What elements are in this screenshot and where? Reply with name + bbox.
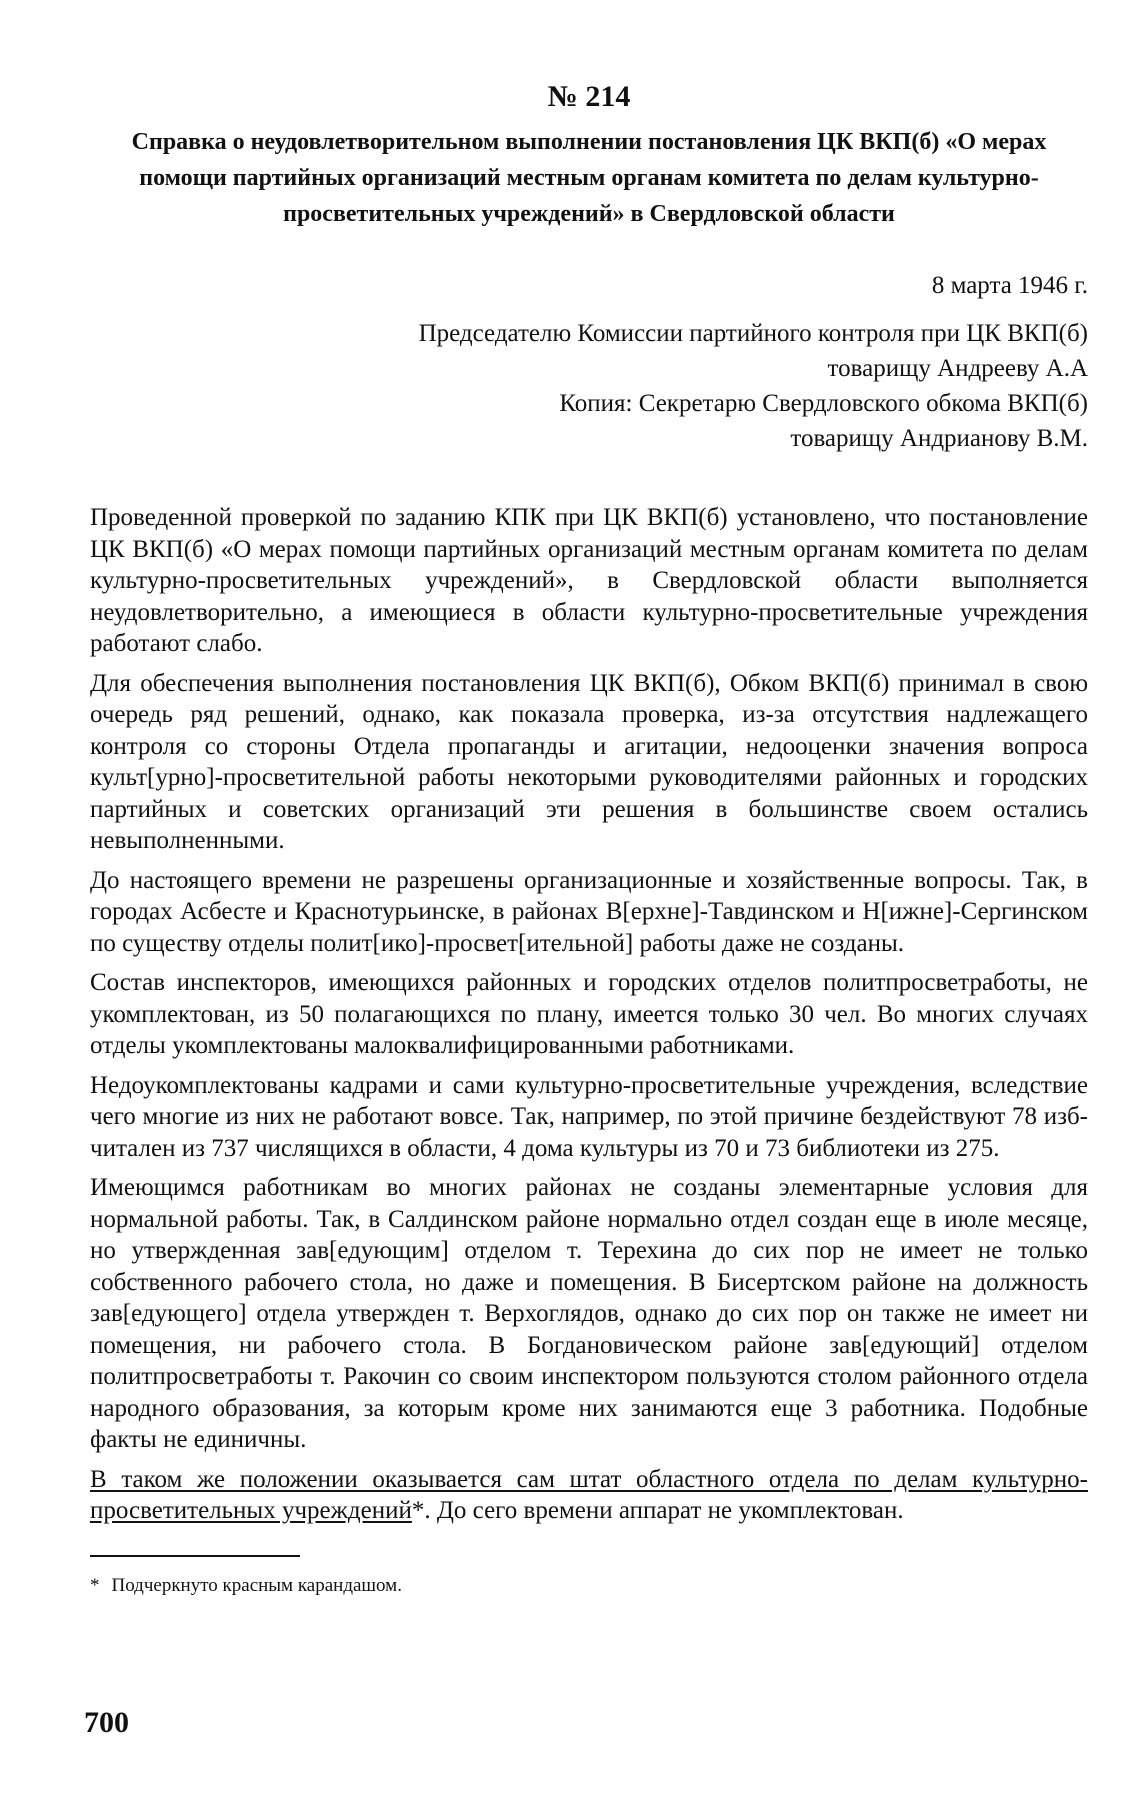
document-page [90, 80, 1088, 1597]
body-paragraph: Для обеспечения выполнения постановления ЦК ВКП(б), Обком ВКП(б) принимал в свою очередь ряд решений, однако, как показала проверка, из-за отсутствия надлежащего контроля со стороны Отдела пропаганды и агитации, недооценки значения вопроса культ[урно]-просветительной работы некоторыми руководителями районных и городских партийных и советских организаций эти решения в большинстве своем остались невыполненными. [90, 669, 1088, 854]
body-paragraph: Недоукомплектованы кадрами и сами культурно-просветительные учреждения, вследствие чего многие из них не работают вовсе. Так, например, по этой причине бездействуют 78 изб-читален из 737 числящихся в области, 4 дома культуры из 70 и 73 библиотеки из 275. [90, 1071, 1088, 1162]
footnote-mark: * [90, 1574, 100, 1596]
underlined-text: В таком же положении оказывается сам штат областного отдела по делам культурно-просветительных учреждений [90, 1465, 1088, 1524]
addressee-line: Председателю Комиссии партийного контроля при ЦК ВКП(б) [418, 320, 1088, 347]
body-paragraph: Имеющимся работникам во многих районах не созданы элементарные условия для нормальной работы. Так, в Салдинском районе нормально отдел создан еще в июле месяце, но утвержденная зав[едующим] отделом т. Терехина до сих пор не имеет не только собственного рабочего стола, но даже и помещения. В Бисертском районе на должность зав[едующего] отдела утвержден т. Верхоглядов, однако до сих пор он также не имеет ни помещения, ни рабочего стола. В Богдановическом районе зав[едующий] отделом политпросветработы т. Ракочин со своим инспектором пользуются столом районного отдела народного образования, за которым кроме них занимаются еще 3 работника. Подобные факты не единичны. [90, 1174, 1088, 1453]
footnote-text: Подчеркнуто красным карандашом. [111, 1574, 402, 1596]
addressee-block [90, 316, 1088, 456]
addressee-line: товарищу Андрианову В.М. [790, 425, 1088, 452]
footnote-divider [90, 1555, 300, 1557]
document-title: Справка о неудовлетворительном выполнении постановления ЦК ВКП(б) «О мерах помощи партийных организаций местным органам комитета по делам культурно-просветительных учреждений» в Свердловской области [131, 129, 1047, 227]
body-paragraph: До настоящего времени не разрешены организационные и хозяйственные вопросы. Так, в городах Асбесте и Краснотурьинске, в районах В[ерхне]-Тавдинском и Н[ижне]-Сергинском по существу отделы полит[ико]-просвет[ительной] работы даже не созданы. [90, 866, 1088, 957]
document-number: № 214 [547, 80, 631, 113]
addressee-line: товарищу Андрееву А.А [827, 355, 1088, 382]
body-paragraph: Состав инспекторов, имеющихся районных и городских отделов политпросветработы, не укомплектован, из 50 полагающихся по плану, имеется только 30 чел. Во многих случаях отделы укомплектованы малоквалифицированными работниками. [90, 969, 1088, 1059]
footnote [90, 1575, 1088, 1597]
document-date: 8 марта 1946 г. [931, 272, 1088, 299]
body-paragraph: Проведенной проверкой по заданию КПК при ЦК ВКП(б) установлено, что постановление ЦК ВКП(б) «О мерах помощи партийных организаций местным органам комитета по делам культурно-просветительных учреждений», в Свердловской области выполняется неудовлетворительно, а имеющиеся в области культурно-просветительные учреждения работают слабо. [90, 504, 1088, 657]
addressee-line: Копия: Секретарю Свердловского обкома ВКП(б) [559, 390, 1088, 417]
document-body [90, 502, 1088, 1527]
body-paragraph-last [90, 1464, 1088, 1527]
page-number: 700 [84, 1706, 129, 1739]
paragraph-continuation: *. До сего времени аппарат не укомплектован. [411, 1497, 904, 1524]
